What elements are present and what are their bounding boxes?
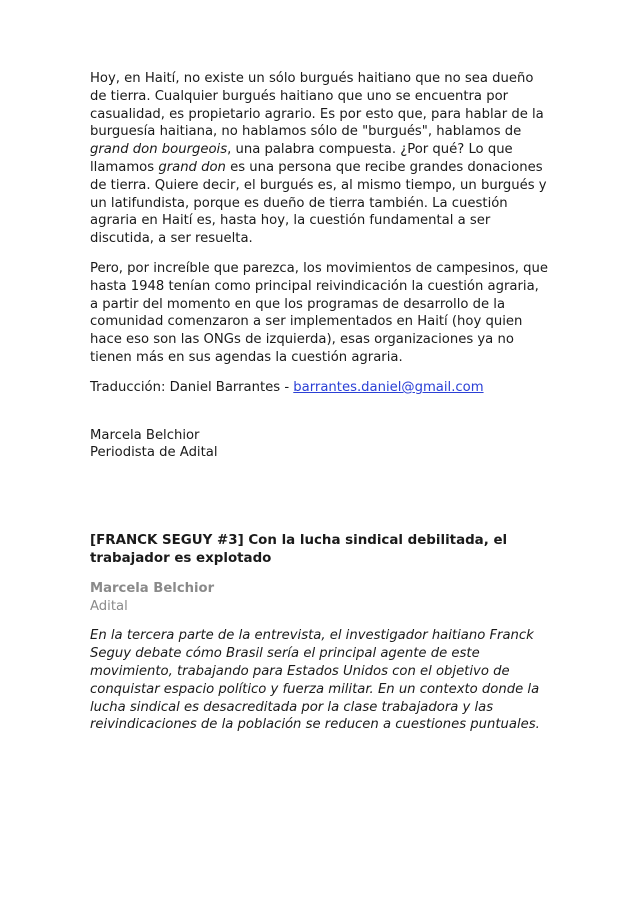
article-lead: En la tercera parte de la entrevista, el investigador haitiano Franck Seguy debate cómo Brasil sería el principal agente de este movimiento, trabajando para Estados Unidos con el objetivo de conquistar espacio político y fuerza militar. En un contexto donde la lucha sindical es desacreditada por la clase trabajadora y las reivindicaciones de la población se reducen a cuestiones puntuales.: [90, 628, 540, 733]
term-grand-don-bourgeois: grand don bourgeois: [90, 142, 228, 158]
translation-credit: Traducción: Daniel Barrantes - barrantes.daniel@gmail.com: [90, 379, 484, 395]
translator-email-link[interactable]: barrantes.daniel@gmail.com: [293, 379, 484, 395]
signature-name: Marcela Belchior: [90, 427, 200, 443]
article-author: Marcela Belchior: [90, 580, 215, 596]
paragraph-peasant-movements: Pero, por increíble que parezca, los movimientos de campesinos, que hasta 1948 tenían como principal reivindicación la cuestión agraria, a partir del momento en que los programas de desarrollo de la comunidad comenzaron a ser implementados en Haití (hoy quien hace eso son las ONGs de izquierda), esas organizaciones ya no tienen más en sus agendas la cuestión agraria.: [90, 260, 548, 365]
article-source: Adital: [90, 598, 128, 614]
signature-role: Periodista de Adital: [90, 445, 218, 461]
term-grand-don: grand don: [158, 159, 226, 175]
paragraph-agrarian-bourgeoisie: Hoy, en Haití, no existe un sólo burgués haitiano que no sea dueño de tierra. Cualquier burgués haitiano que uno se encuentra por casualidad, es propietario agrario. Es por esto que, para hablar de la burguesía haitiana, no hablamos sólo de "burgués", hablamos de grand don bourgeois, una palabra compuesta. ¿Por qué? Lo que llamamos grand don es una persona que recibe grandes donaciones de tierra. Quiere decir, el burgués es, al mismo tiempo, un burgués y un latifundista, porque es dueño de tierra también. La cuestión agraria en Haití es, hasta hoy, la cuestión fundamental a ser discutida, a ser resuelta.: [90, 71, 547, 247]
article-title: [FRANCK SEGUY #3] Con la lucha sindical debilitada, el trabajador es explotado: [90, 533, 508, 566]
document-page: [90, 70, 550, 734]
